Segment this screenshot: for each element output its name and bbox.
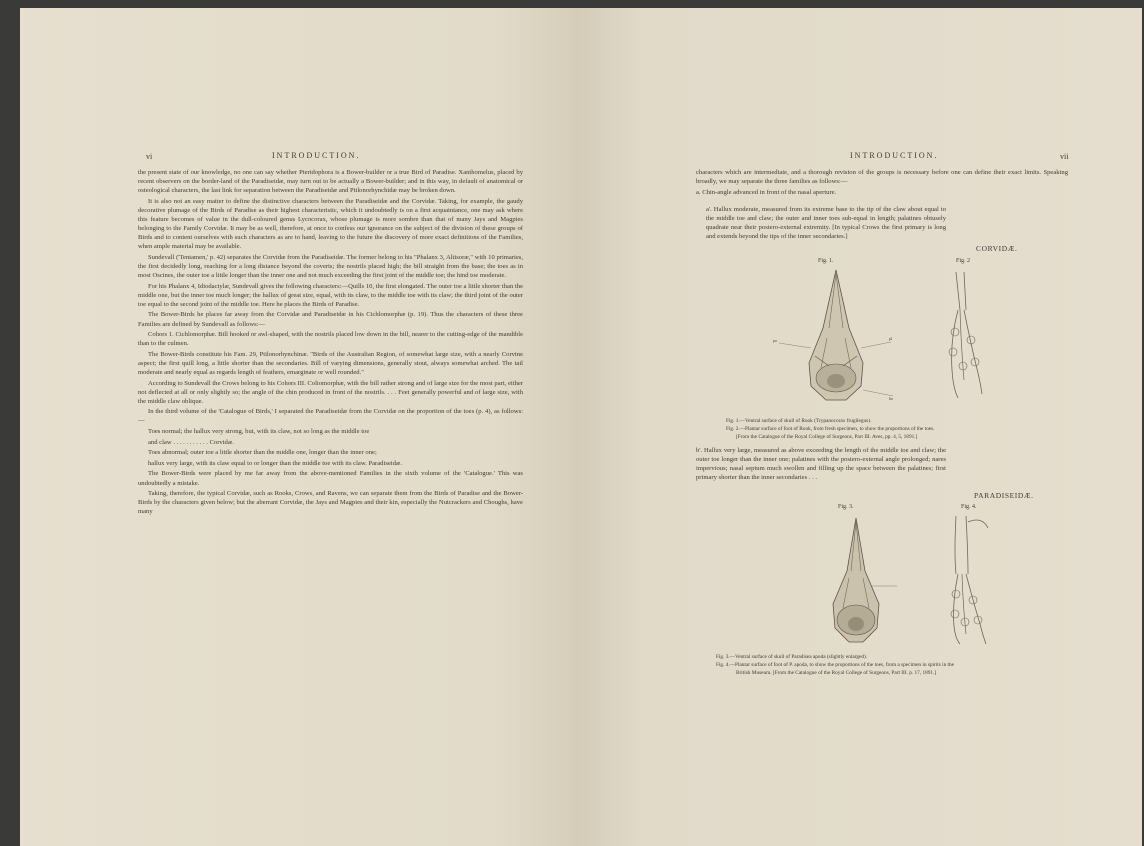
rook-foot-illustration: [936, 270, 996, 405]
key-a1-text: a'. Hallux moderate, measured from its extreme base to the tip of the claw about equal to the middle toe and claw; the outer and inner toes sub-equal in length; palatines obtusely quadrate near their postero-external extremity. [In typical Crows the first primary is long and extends beyond the tips of the inner secondaries.]: [706, 206, 946, 241]
paragraph: It is also not an easy matter to define the distinctive characters between the Paradiseidæ and the Corvidæ. Taking, for example, the gaudy decorative plumage of the Birds of Paradise as their highest characteristic, which it undoubtedly is on a first acquaintance, one may ask where this feature becomes of value in the dull-coloured genus Lycocorax, whose plumage is more sombre than that of many Jays and Magpies belonging to the Family Corvidæ. It may be as well, therefore, at once to confess our ignorance on the subject of the division of these groups of Birds and to content ourselves with such characters as are to hand, leaving to the future the discovery of more exact definitions of the Families, when ample material may be available.: [138, 197, 523, 251]
paragraph: The Bower-Birds constitute his Fam. 29, Ptilonorhynchinæ. "Birds of the Australian Region, of somewhat large size, with a nearly Corvine aspect; the first quill long, a little shorter than the secondaries. Bill of varying dimensions, generally stout, always somewhat arched. The tail moderate and nearly equal as regards length of feathers, emarginate or well rounded.": [138, 350, 523, 376]
right-intro-text: [696, 168, 1068, 198]
left-page: [20, 8, 576, 846]
paragraph: characters which are intermediate, and a thorough revision of the groups is necessary before one can define their exact limits. Speaking broadly, we may separate the three families as follows:—: [696, 169, 1068, 186]
figure-caption: [From the Catalogue of the Royal College of Surgeons, Part III. Aves, pp. 4, 5, 1891.]: [736, 434, 918, 440]
key-line: and claw . . . . . . . . . . . Corvidæ.: [148, 438, 234, 446]
paragraph: Taking, therefore, the typical Corvidæ, such as Rooks, Crows, and Ravens, we can separate them from the Birds of Paradise and the Bower-Birds by the characters given below; but the aberrant Corvidæ, the Jays and Magpies and their kin, especially the Nutcrackers and Choughs, have many: [138, 490, 523, 516]
figure-caption: Fig. 3.—Ventral surface of skull of Paradisea apoda (slightly enlarged).: [716, 654, 868, 660]
figure-caption: British Museum. [From the Catalogue of the Royal College of Surgeons, Part III. p. 17, 1891.]: [736, 670, 937, 676]
paragraph: The Bower-Birds he places far away from the Corvidæ and Paradiseidæ in his Cichlomorphæ (p. 19). Thus the characters of these three Families are defined by Sundevall as follows:—: [138, 311, 523, 328]
key-line: Toes normal; the hallux very strong, but, with its claw, not so long as the middle toe: [148, 428, 370, 436]
left-body-text: [138, 168, 523, 518]
paragraph: the present state of our knowledge, no one can say whether Pteridophora is a Bower-builder or a true Bird of Paradise. Xanthomelus, placed by recent observers on the border-land of the Paradiseidæ, may turn out to be actually a Bower-builder; and in this way, in default of anatomical or osteological characters, the last link for separation between the Paradiseidæ and Ptilonorhynchidæ may be broken down.: [138, 169, 523, 195]
paragraph: Cohors 1. Cichlomorphæ. Bill hooked or awl-shaped, with the nostrils placed low down in the bill, nearer to the cutting-edge of the mandible than to the culmen.: [138, 331, 523, 348]
right-page-number: vii: [1060, 152, 1069, 161]
right-running-head: INTRODUCTION.: [850, 151, 939, 160]
paragraph: For his Phalanx 4, Idiodactylæ, Sundevall gives the following characters:—Quills 10, the first elongated. The outer toe a little shorter than the middle one, but the inner toe much longer; the hallux of great size, equal, with its claw, to the middle toe with its claw; the third joint of the outer toe equal to the second joint of the middle toe. Here he places the Birds of Paradise.: [138, 282, 523, 308]
figure-caption: Fig. 2.—Plantar surface of foot of Rook, from fresh specimen, to show the proportions of the toes.: [726, 426, 935, 432]
paragraph: In the third volume of the 'Catalogue of Birds,' I separated the Paradiseidæ from the Corvidæ on the proportion of the toes (p. 4), as follows:—: [138, 408, 523, 425]
paradisea-skull-illustration: [801, 516, 911, 646]
fig1-label: Fig. 1.: [818, 258, 834, 264]
fig2-label: Fig. 2: [956, 258, 971, 264]
paragraph: Sundevall ('Tentamen,' p. 42) separates the Corvidæ from the Paradiseidæ. The former belong to his "Phalanx 3, Altisoræ," with 10 primaries, the first decidedly long, reaching for a long distance beyond the coverts; the nostrils placed high; the bill straight from the base; the toes as in most Oscines, the outer toe a little longer than the inner one and not much exceeding the first joint of the middle toe; the hind toe moderate.: [138, 253, 523, 280]
skull-label: ba: [889, 396, 893, 401]
book-spread: [20, 8, 1142, 846]
paragraph: According to Sundevall the Crows belong to his Cohors III. Coliomorphæ, with the bill rather strong and of large size for the most part, either not deflected at all or only slightly so; the angle of the chin produced in front of the nostrils. . . . Feet generally powerful and of large size, with the middle claw oblique.: [138, 379, 523, 405]
figure-caption: Fig. 4.—Plantar surface of foot of P. apoda, to show the proportions of the toes, from a specimen in spirits in the: [716, 662, 955, 668]
family-label-paradiseidae: PARADISEIDÆ.: [974, 491, 1034, 500]
left-running-head: INTRODUCTION.: [272, 151, 361, 160]
skull-label: pa: [773, 338, 777, 343]
rook-skull-illustration: [771, 268, 901, 408]
key-line: Toes abnormal; outer toe a little shorter than the middle one, longer than the inner one;: [148, 449, 377, 457]
family-label-corvidae: CORVIDÆ.: [976, 244, 1018, 253]
right-page: [576, 8, 1142, 846]
key-b1-text: b'. Hallux very large, measured as above exceeding the length of the middle toe and claw; the outer toe longer than the inner one; palatines with the postero-external angle prolonged; nares impervious; nasal septum much swollen and filling up the space between the palatines; first primary shorter than the inner secondaries . . .: [696, 447, 946, 482]
key-line: hallux very large, with its claw equal to or longer than the middle toe with its claw. Paradiseidæ.: [148, 459, 402, 467]
fig4-label: Fig. 4.: [961, 504, 977, 510]
left-page-number: vi: [146, 152, 153, 161]
key-a: a. Chin-angle advanced in front of the nasal aperture.: [696, 188, 837, 196]
skull-label: pl: [889, 336, 893, 341]
fig3-label: Fig. 3.: [838, 504, 854, 510]
figure-caption: Fig. 1.—Ventral surface of skull of Rook (Trypanocorax frugilegus).: [726, 418, 872, 424]
paragraph: The Bower-Birds were placed by me far away from the above-mentioned Families in the sixth volume of the 'Catalogue.' This was undoubtedly a mistake.: [138, 470, 523, 487]
paradisea-foot-illustration: [938, 514, 1008, 649]
